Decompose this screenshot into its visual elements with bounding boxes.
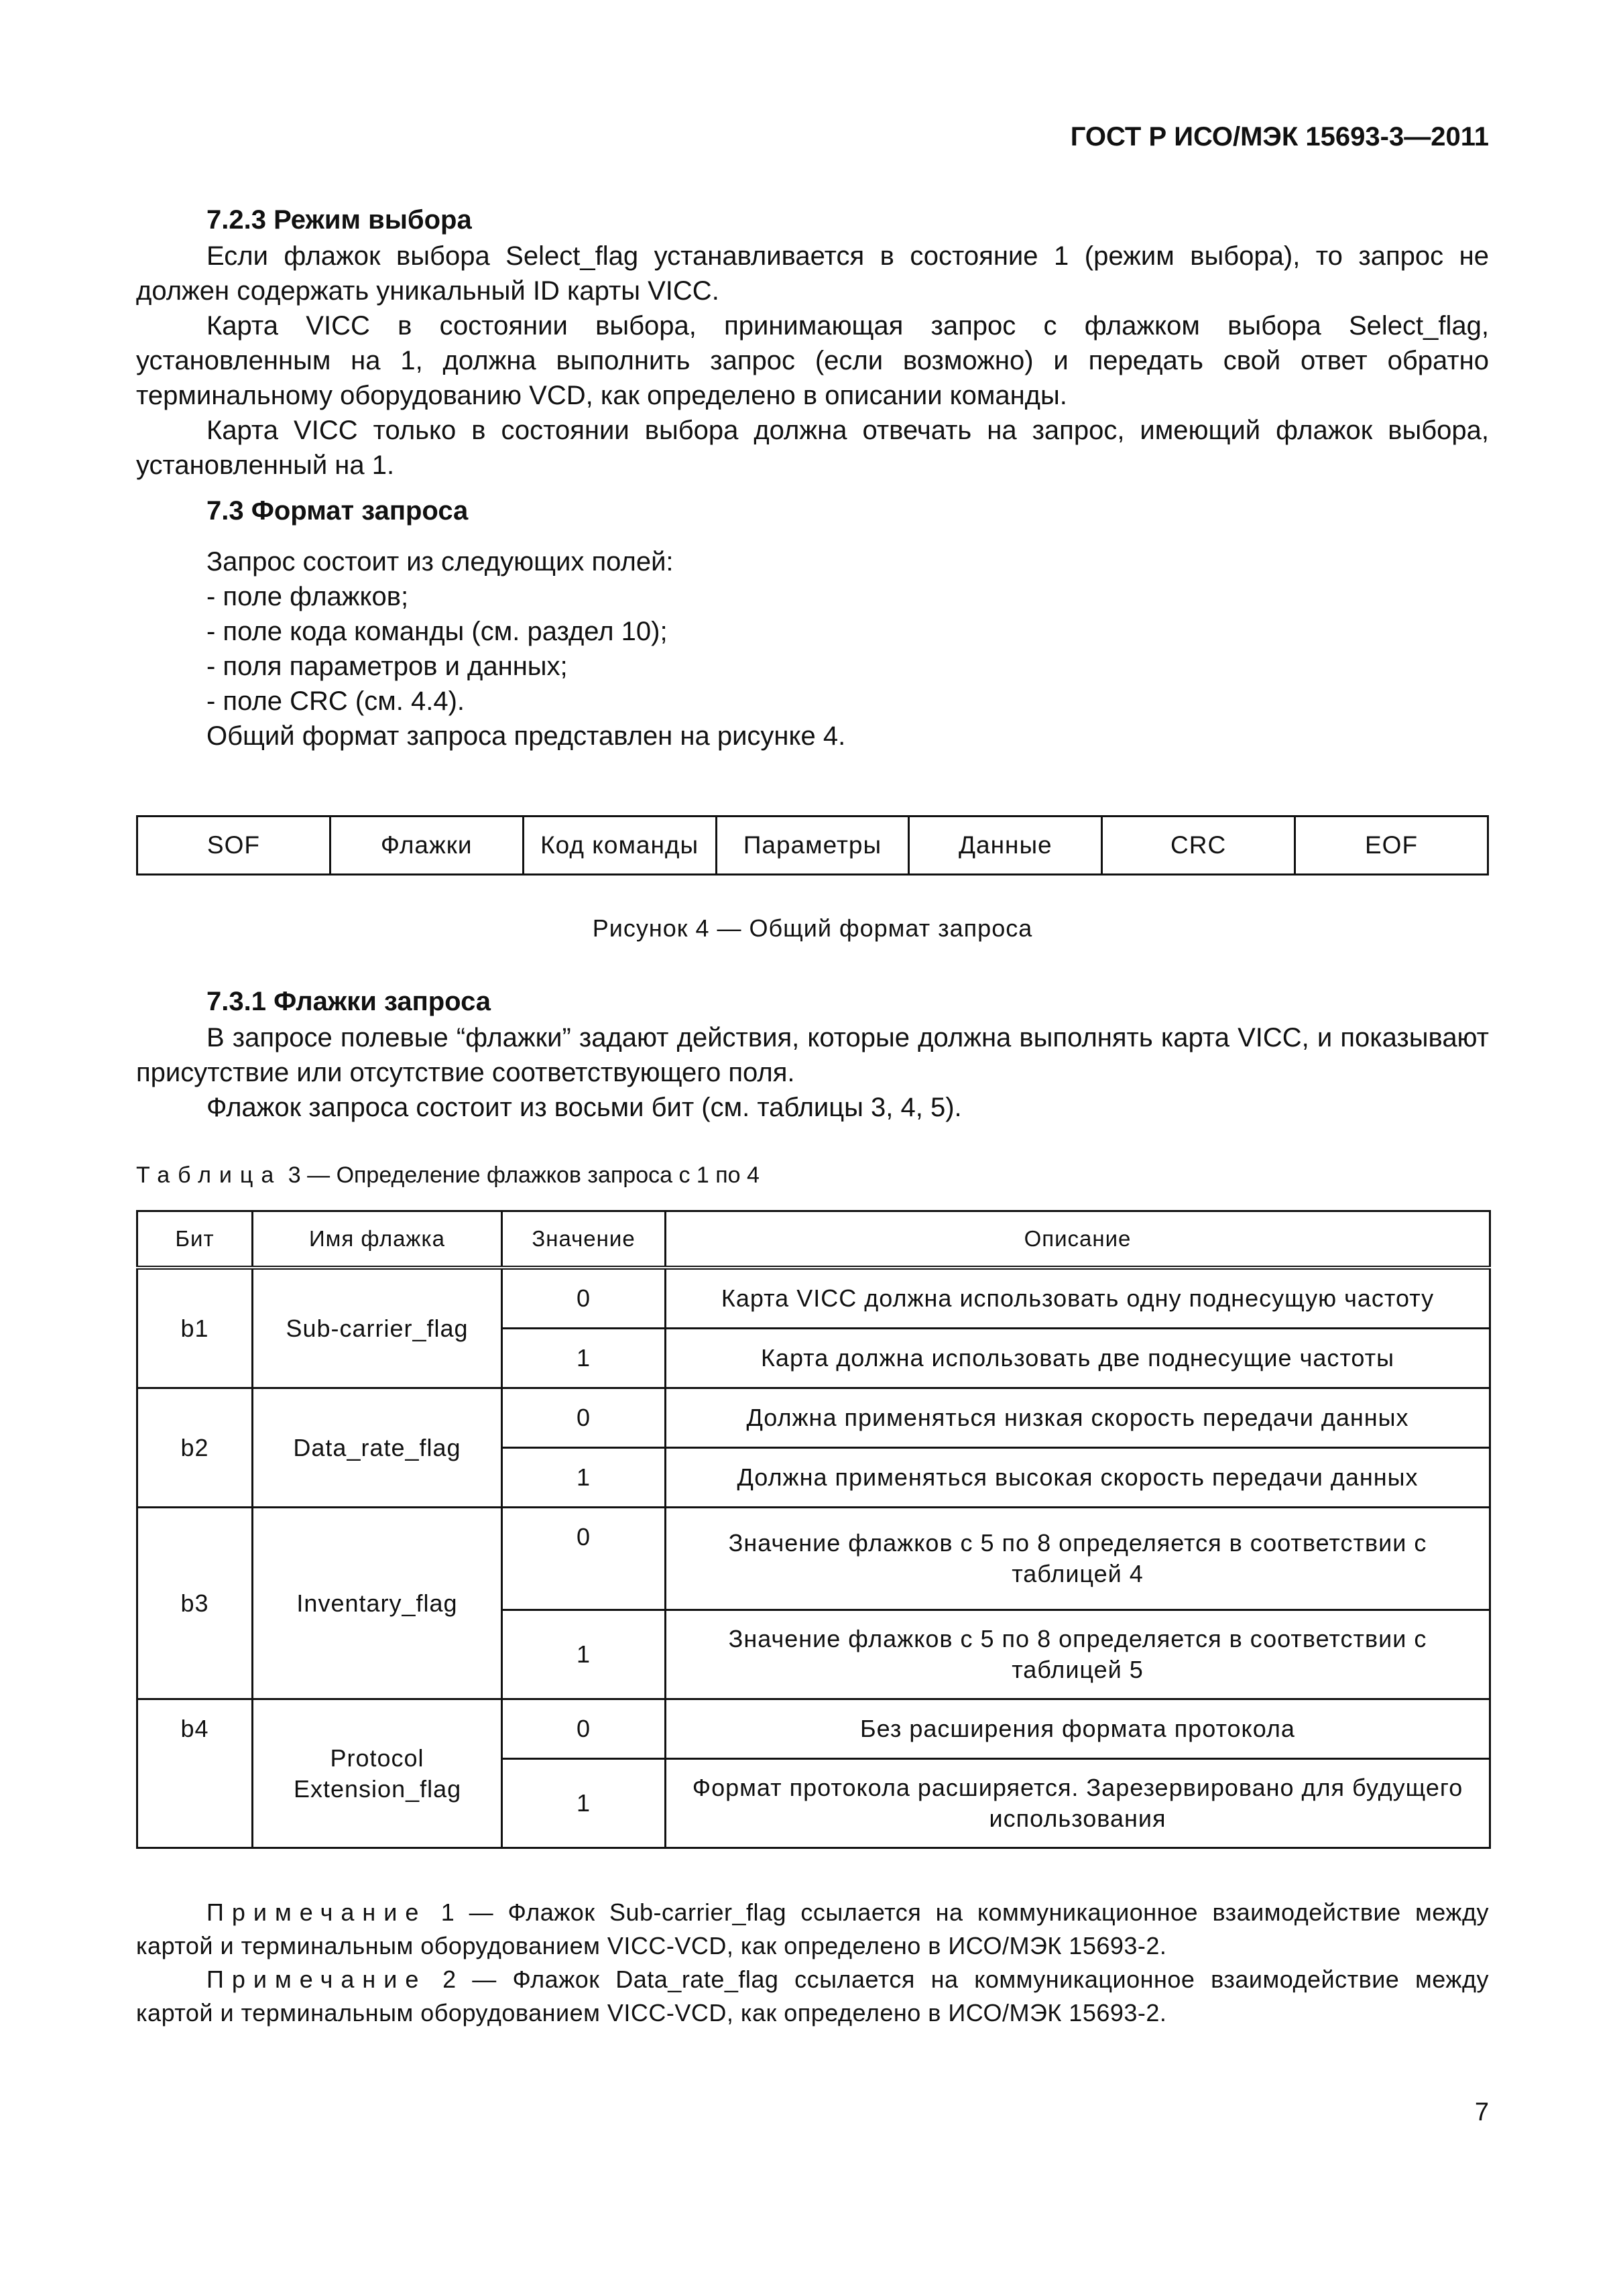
list-item: - поле кода команды (см. раздел 10); [206, 617, 668, 646]
format-field: Данные [909, 817, 1102, 875]
value-cell: 1 [502, 1759, 666, 1848]
note-text: 2 — Флажок Data_rate_flag ссылается на коммуникационное взаимодействие между картой и терминальным оборудованием VICC-VCD, как определено в ИСО/МЭК 15693-2. [136, 1966, 1489, 2027]
section-7-2-3-paragraph-1: Если флажок выбора Select_flag устанавливается в состояние 1 (режим выбора), то запрос не должен содержать уникальный ID карты VICC. [136, 241, 1489, 306]
flag-name-cell: Sub-carrier_flag [253, 1268, 502, 1388]
list-item: - поля параметров и данных; [206, 652, 568, 681]
format-field: CRC [1102, 817, 1295, 875]
bit-cell: b3 [137, 1508, 253, 1699]
request-fields-list [206, 544, 1489, 753]
description-cell: Должна применяться низкая скорость передачи данных [666, 1388, 1490, 1448]
section-7-2-3-paragraph-3: Карта VICC только в состоянии выбора должна отвечать на запрос, имеющий флажок выбора, установленный на 1. [136, 416, 1489, 480]
format-field: Параметры [716, 817, 909, 875]
description-cell: Без расширения формата протокола [666, 1699, 1490, 1759]
description-cell: Карта должна использовать две поднесущие частоты [666, 1329, 1490, 1388]
list-item: - поле CRC (см. 4.4). [206, 686, 465, 716]
standard-header: ГОСТ Р ИСО/МЭК 15693-3—2011 [1070, 122, 1489, 152]
bit-cell: b4 [137, 1699, 253, 1848]
section-7-2-3-paragraph-2: Карта VICC в состоянии выбора, принимающая запрос с флажком выбора Select_flag, установленным на 1, должна выполнить запрос (если возможно) и передать свой ответ обратно терминальному оборудованию VCD, как определено в описании команды. [136, 311, 1489, 410]
value-cell: 0 [502, 1508, 666, 1610]
table-caption-label: Таблица [136, 1162, 282, 1188]
section-7-3-1-paragraph-2: Флажок запроса состоит из восьми бит (см. таблицы 3, 4, 5). [206, 1093, 962, 1122]
note-1 [136, 1896, 1489, 1963]
description-cell: Значение флажков с 5 по 8 определяется в соответствии с таблицей 4 [666, 1508, 1490, 1610]
flag-name-cell: Data_rate_flag [253, 1388, 502, 1508]
section-7-3-1-paragraph-1: В запросе полевые “флажки” задают действия, которые должна выполнять карта VICC, и показывают присутствие или отсутствие соответствующего поля. [136, 1023, 1489, 1087]
table-header-row [137, 1211, 1490, 1268]
format-field: Флажки [330, 817, 523, 875]
column-header-description: Описание [666, 1211, 1490, 1268]
table-row [137, 1388, 1490, 1448]
value-cell: 0 [502, 1699, 666, 1759]
flags-table [136, 1210, 1491, 1849]
format-field: SOF [137, 817, 330, 875]
table-row [137, 1268, 1490, 1329]
section-7-2-3-title: 7.2.3 Режим выбора [206, 205, 472, 235]
flag-name-cell: Protocol Extension_flag [253, 1699, 502, 1848]
note-2 [136, 1963, 1489, 2030]
list-item: - поле флажков; [206, 582, 409, 611]
page-content [136, 201, 1489, 2030]
table-caption [136, 1162, 1489, 1189]
value-cell: 1 [502, 1448, 666, 1508]
format-field: Код команды [523, 817, 716, 875]
value-cell: 1 [502, 1329, 666, 1388]
value-cell: 1 [502, 1610, 666, 1699]
table-row [137, 1508, 1490, 1610]
description-cell: Должна применяться высокая скорость передачи данных [666, 1448, 1490, 1508]
format-field: EOF [1295, 817, 1488, 875]
description-cell: Формат протокола расширяется. Зарезервировано для будущего использования [666, 1759, 1490, 1848]
value-cell: 0 [502, 1268, 666, 1329]
bit-cell: b2 [137, 1388, 253, 1508]
flag-name-cell: Inventary_flag [253, 1508, 502, 1699]
bit-cell: b1 [137, 1268, 253, 1388]
section-7-3-1-title: 7.3.1 Флажки запроса [206, 987, 491, 1016]
list-outro: Общий формат запроса представлен на рисунке 4. [206, 721, 846, 751]
column-header-bit: Бит [137, 1211, 253, 1268]
section-7-3-title: 7.3 Формат запроса [206, 496, 469, 526]
description-cell: Карта VICC должна использовать одну поднесущую частоту [666, 1268, 1490, 1329]
table-caption-text: 3 — Определение флажков запроса с 1 по 4 [288, 1162, 760, 1188]
note-text: 1 — Флажок Sub-carrier_flag ссылается на коммуникационное взаимодействие между картой и терминальным оборудованием VICC-VCD, как определено в ИСО/МЭК 15693-2. [136, 1898, 1489, 1959]
list-intro: Запрос состоит из следующих полей: [206, 547, 674, 577]
table-row [137, 1699, 1490, 1759]
description-cell: Значение флажков с 5 по 8 определяется в соответствии с таблицей 5 [666, 1610, 1490, 1699]
column-header-value: Значение [502, 1211, 666, 1268]
request-format-figure [136, 815, 1489, 875]
value-cell: 0 [502, 1388, 666, 1448]
note-label: Примечание [206, 1898, 427, 1926]
column-header-flag-name: Имя флажка [253, 1211, 502, 1268]
page-number: 7 [1474, 2098, 1489, 2126]
note-label: Примечание [206, 1966, 427, 1993]
figure-caption: Рисунок 4 — Общий формат запроса [592, 914, 1033, 942]
